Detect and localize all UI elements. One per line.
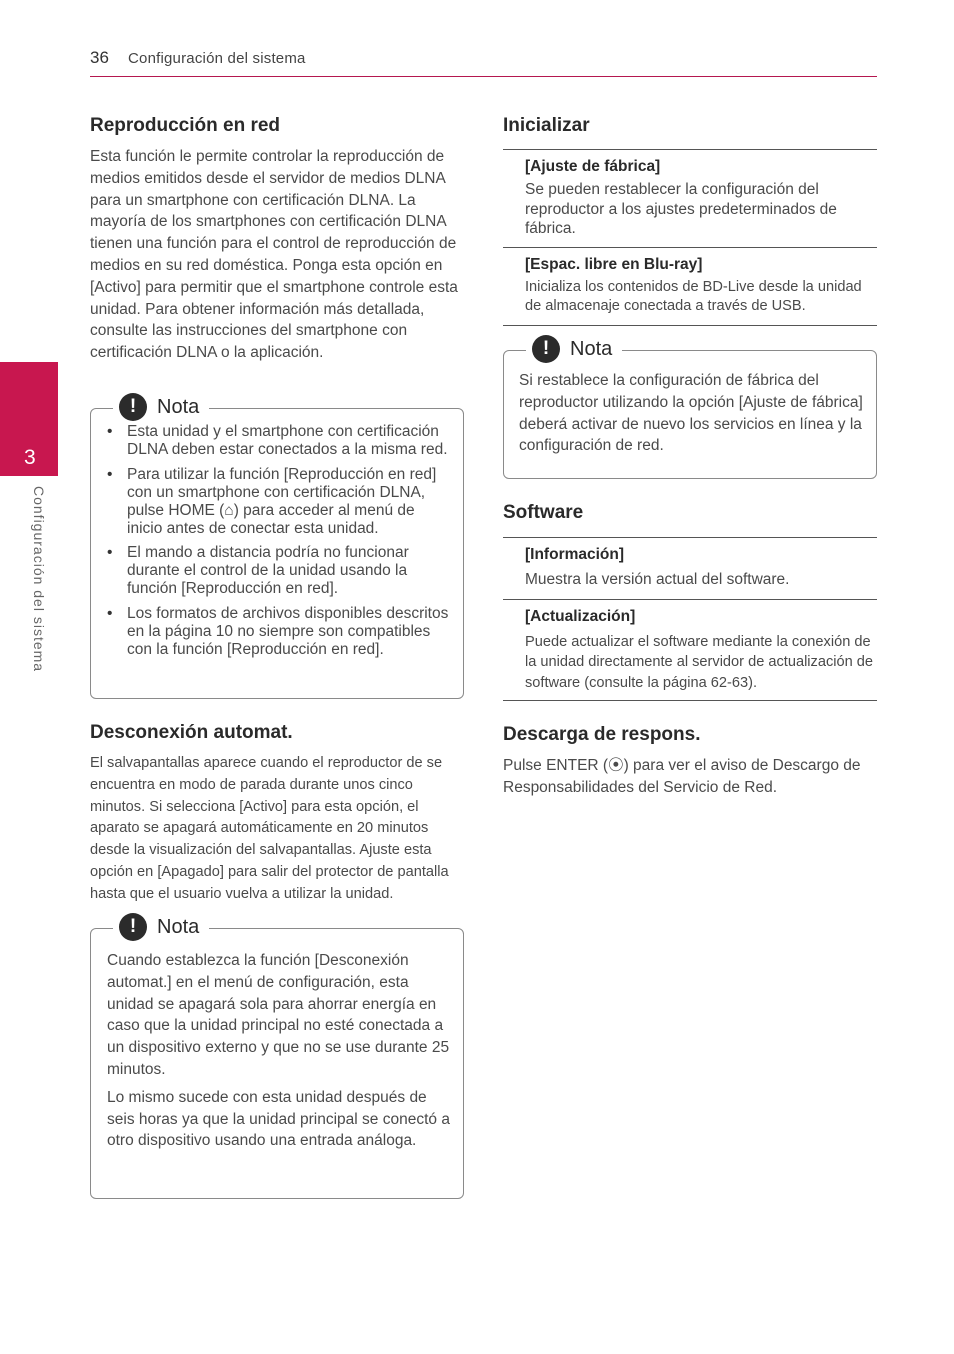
- page-header: [90, 48, 877, 77]
- section-title-inicializar: Inicializar: [503, 115, 590, 136]
- note-list: [107, 423, 451, 665]
- list-item: • El mando a distancia podría no funcionar durante el control de la unidad usando la función [Reproducción en red].: [107, 544, 451, 598]
- page-number: 36: [90, 48, 109, 67]
- note-label: Nota: [157, 915, 200, 938]
- note-label: Nota: [157, 395, 200, 418]
- section-title-descarga: Descarga de respons.: [503, 724, 701, 745]
- note-heading: [113, 911, 209, 943]
- exclamation-icon: !: [119, 393, 147, 421]
- menu-table-software: [503, 537, 877, 701]
- list-item: • Para utilizar la función [Reproducción en red] con un smartphone con certificación DLNA, pulse HOME (⌂) para acceder al menú de inicio antes de conectar esta unidad.: [107, 466, 451, 538]
- left-column: [90, 113, 464, 364]
- menu-term: [Espac. libre en Blu-ray]: [525, 255, 703, 273]
- note-box-reproduccion: [90, 395, 464, 699]
- menu-term: [Ajuste de fábrica]: [525, 158, 661, 175]
- note-box-inicializar: [503, 337, 877, 479]
- menu-desc: Se pueden restablecer la configuración del reproductor a los ajustes predeterminados de fábrica.: [525, 181, 837, 237]
- section-body-descarga: Pulse ENTER (⦿) para ver el aviso de Descargo de Responsabilidades del Servicio de Red.: [503, 757, 861, 796]
- note-heading: [526, 333, 622, 365]
- chapter-label: Configuración del sistema: [31, 486, 47, 673]
- note-label: Nota: [570, 337, 613, 360]
- section-body-desconexion: El salvapantallas aparece cuando el reproductor de se encuentra en modo de parada durante unos cinco minutos. Si selecciona [Activo] para esta opción, el aparato se apagará automáticamente en 20 minutos desde la visualización del salvapantallas. Ajuste esta opción en [Apagado] para salir del protector de pantalla hasta que el usuario vuelva a utilizar la unidad.: [90, 755, 449, 902]
- list-item: • Los formatos de archivos disponibles descritos en la página 10 no siempre son compatibles con la función [Reproducción en red].: [107, 605, 451, 659]
- menu-row: [503, 150, 877, 248]
- section-title-desconexion: Desconexión automat.: [90, 722, 293, 743]
- chapter-tab: [0, 362, 58, 476]
- menu-row: [503, 248, 877, 326]
- header-title: Configuración del sistema: [128, 50, 306, 67]
- section-software: [503, 500, 877, 701]
- list-item: • Esta unidad y el smartphone con certificación DLNA deben estar conectados a la misma red.: [107, 423, 451, 459]
- section-desconexion: [90, 720, 464, 906]
- note-paragraph: Lo mismo sucede con esta unidad después de seis horas ya que la unidad principal se conectó a otro dispositivo usando una entrada análoga.: [107, 1088, 450, 1150]
- exclamation-icon: !: [119, 913, 147, 941]
- exclamation-icon: !: [532, 335, 560, 363]
- note-heading: [113, 391, 209, 423]
- section-title-software: Software: [503, 502, 584, 523]
- section-inicializar: [503, 113, 877, 326]
- menu-desc: Inicializa los contenidos de BD-Live desde la unidad de almacenaje conectada a través de USB.: [525, 278, 862, 314]
- note-paragraph: Cuando establezca la función [Desconexión automat.] en el menú de configuración, esta unidad se apagará sola para ahorrar energía en caso que la unidad principal no esté conectada a un dispositivo externo y que no se use durante 25 minutos.: [107, 952, 450, 1078]
- section-descarga: [503, 722, 877, 799]
- menu-term: [Actualización]: [525, 607, 636, 625]
- section-body-reproduccion: Esta función le permite controlar la reproducción de medios emitidos desde el servidor de medios DLNA para un smartphone con certificación DLNA. La mayoría de los smartphones con certificación DLNA tienen una función para el control de reproducción de medios en su red doméstica. Ponga esta opción en [Activo] para permitir que el smartphone controle esta unidad. Para obtener información más detallada, consulte las instrucciones del smartphone con certificación DLNA o la aplicación.: [90, 148, 458, 362]
- note-paragraph: Si restablece la configuración de fábrica del reproductor utilizando la opción [Ajuste de fábrica] deberá activar de nuevo los servicios en línea y la configuración de red.: [519, 372, 863, 455]
- chapter-number: 3: [24, 446, 36, 469]
- note-box-desconexion: [90, 915, 464, 1199]
- menu-desc: Muestra la versión actual del software.: [525, 571, 790, 588]
- menu-term: [Información]: [525, 546, 625, 563]
- section-title-reproduccion: Reproducción en red: [90, 115, 281, 136]
- menu-desc: Puede actualizar el software mediante la conexión de la unidad directamente al servidor de actualización de software (consulte la página 62-63).: [525, 633, 874, 691]
- menu-table-inicializar: [503, 149, 877, 326]
- menu-row: [503, 600, 877, 702]
- menu-row: [503, 538, 877, 600]
